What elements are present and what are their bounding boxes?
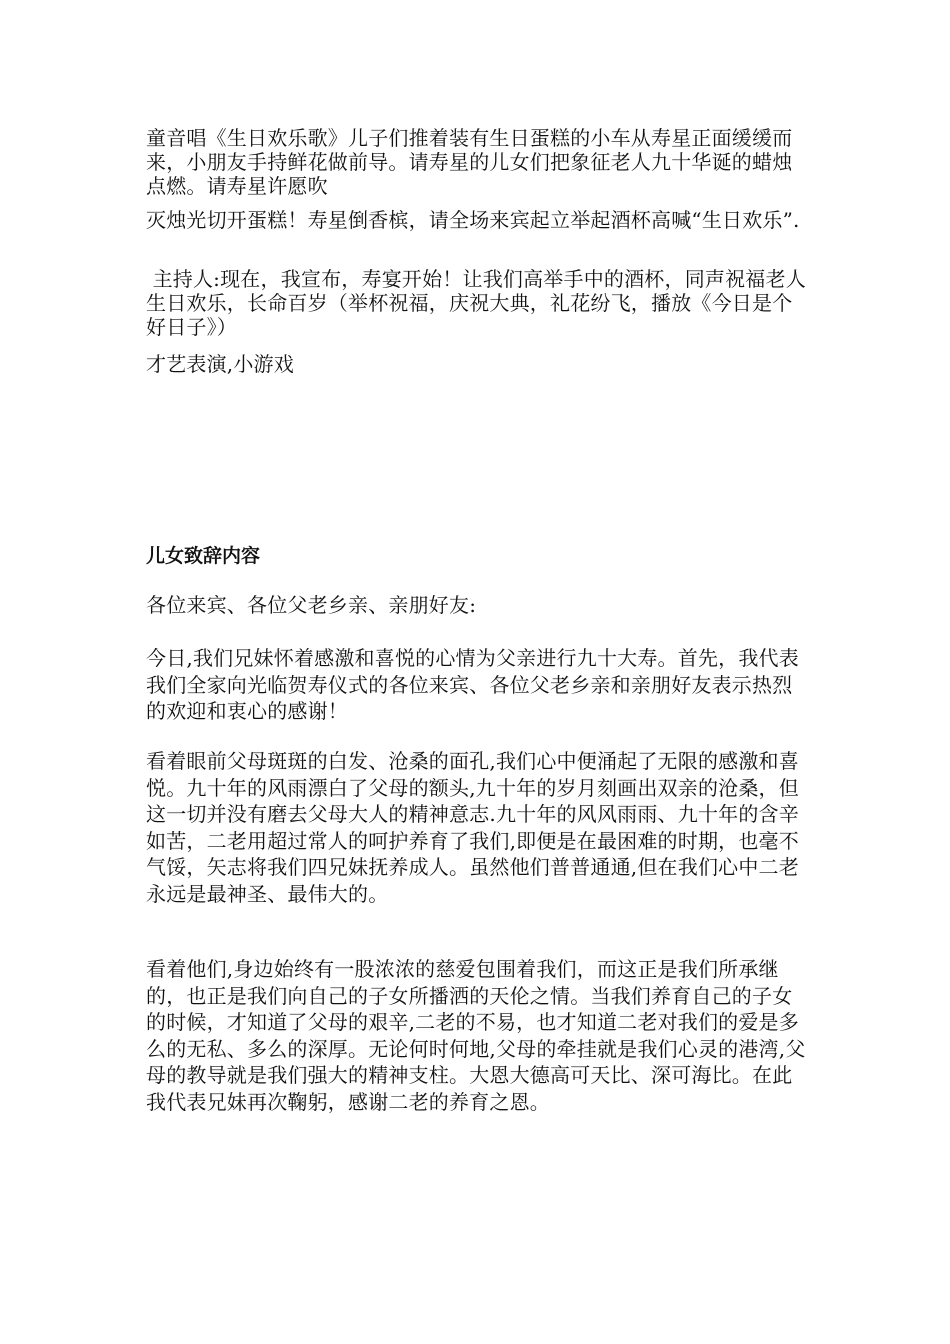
performance-games-line: 才艺表演,小游戏 [146,352,294,376]
speech-paragraph-gratitude: 看着眼前父母斑斑的白发、沧桑的面孔,我们心中便涌起了无限的感激和喜悦。九十年的风雨漂白了父母的额头,九十年的岁月刻画出双亲的沧桑，但这一切并没有磨去父母大人的精神意志.九十年的风风雨雨、九十年的含辛如苦，二老用超过常人的呵护养育了我们,即便是在最困难的时期，也毫不气馁，矢志将我们四兄妹抚养成人。虽然他们普普通通,但在我们心中二老永远是最神圣、最伟大的。 [146,749,799,906]
host-announcement-paragraph: 主持人:现在，我宣布，寿宴开始！让我们高举手中的酒杯，同声祝福老人生日欢乐，长命百岁（举杯祝福，庆祝大典，礼花纷飞，播放《今日是个好日子》） [146,267,806,339]
speech-paragraph-family-love: 看着他们,身边始终有一股浓浓的慈爱包围着我们，而这正是我们所承继的，也正是我们向自己的子女所播洒的天伦之情。当我们养育自己的子女的时候，才知道了父母的艰辛,二老的不易，也才知道二老对我们的爱是多么的无私、多么的深厚。无论何时何地,父母的牵挂就是我们心灵的港湾,父母的教导就是我们强大的精神支柱。大恩大德高可天比、深可海比。在此我代表兄妹再次鞠躬，感谢二老的养育之恩。 [146,957,806,1114]
speech-greeting: 各位来宾、各位父老乡亲、亲朋好友: [146,593,477,617]
candle-champagne-paragraph: 灭烛光切开蛋糕！寿星倒香槟，请全场来宾起立举起酒杯高喊“生日欢乐”. [146,208,800,232]
speech-heading: 儿女致辞内容 [146,545,261,567]
speech-paragraph-welcome: 今日,我们兄妹怀着感激和喜悦的心情为父亲进行九十大寿。首先，我代表我们全家向光临贺寿仪式的各位来宾、各位父老乡亲和亲朋好友表示热烈的欢迎和衷心的感谢！ [146,646,799,723]
cake-ceremony-paragraph: 童音唱《生日欢乐歌》儿子们推着装有生日蛋糕的小车从寿星正面缓缓而来，小朋友手持鲜花做前导。请寿星的儿女们把象征老人九十华诞的蜡烛点燃。请寿星许愿吹 [146,126,793,198]
